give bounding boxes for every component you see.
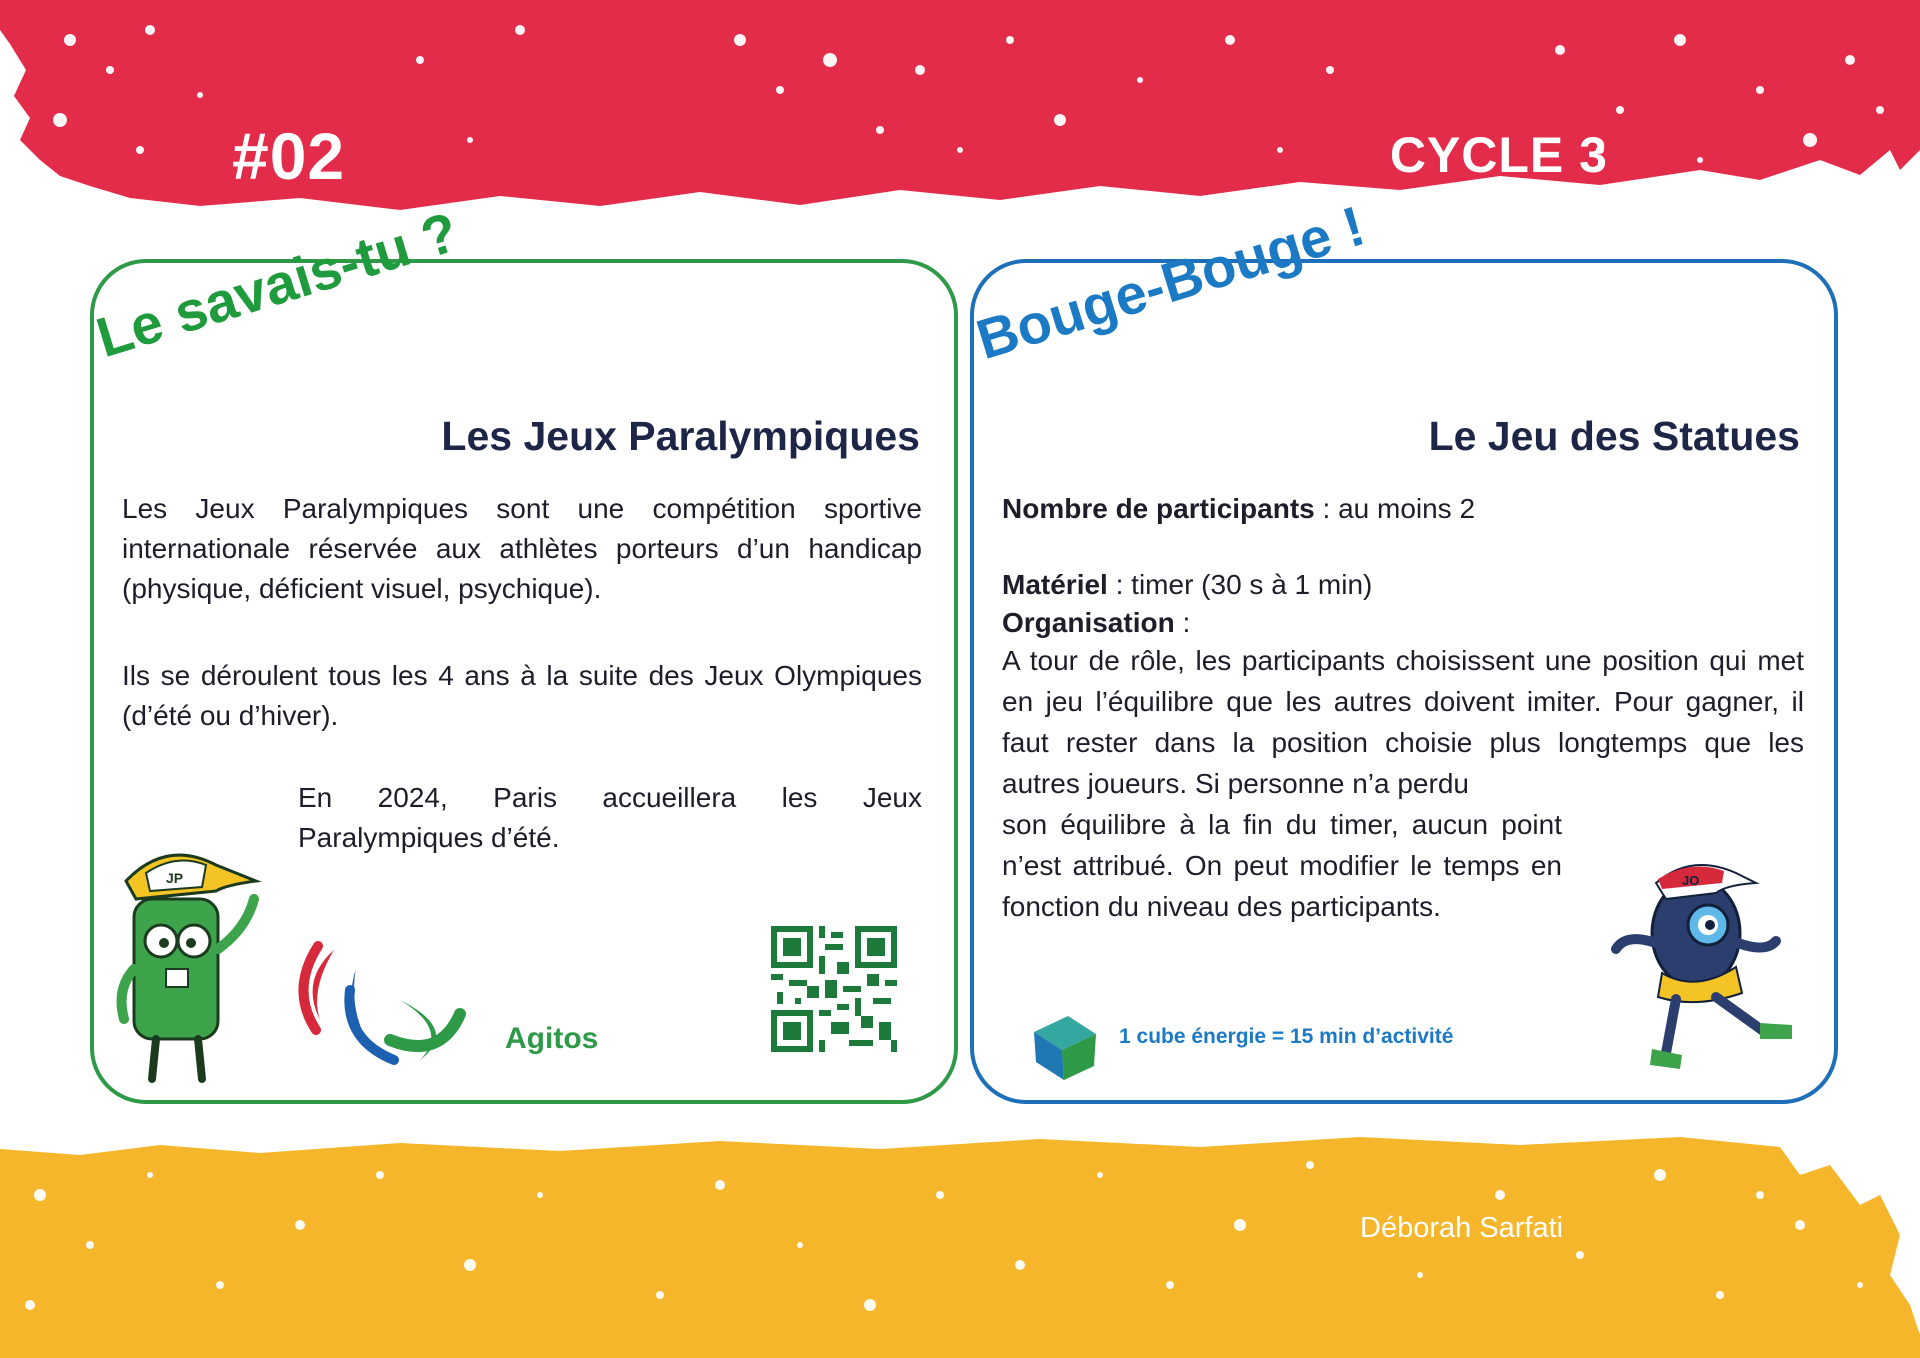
participants-label: Nombre de participants: [1002, 493, 1315, 524]
jp-mascot-icon: [106, 829, 276, 1089]
paralympics-definition: Les Jeux Paralympiques sont une compétition sportive internationale réservée aux athlètes porteurs d’un handicap (physique, déficient visuel, psychique).: [122, 493, 922, 604]
header-band: [0, 0, 1920, 220]
rules-text-part2: son équilibre à la fin du timer, aucun point n’est attribué. On peut modifier le temps en fonction du niveau des participants.: [1002, 809, 1562, 922]
move-stamp: Bouge-Bouge !: [969, 193, 1372, 372]
agitos-logo: [290, 930, 470, 1075]
rules-text-part1: A tour de rôle, les participants choisissent une position qui met en jeu l’équilibre que les autres doivent imiter. Pour gagner, il faut rester dans la position choisie plus longtemps que les autres joueurs. Si personne n’a perdu: [1002, 645, 1804, 799]
organisation-label: Organisation: [1002, 607, 1175, 638]
jp-mascot-illustration: [106, 829, 276, 1094]
author-credit: Déborah Sarfati: [1360, 1212, 1564, 1244]
participants-value: : au moins 2: [1314, 493, 1476, 524]
cube-icon: [1024, 1004, 1104, 1084]
jo-cap-label: JO: [1682, 873, 1700, 888]
material-value: : timer (30 s à 1 min): [1107, 569, 1373, 600]
participants-line: [1002, 489, 1475, 529]
jo-mascot-illustration: [1596, 833, 1816, 1098]
paralympics-title: Les Jeux Paralympiques: [441, 413, 920, 459]
jp-cap-label: JP: [166, 870, 184, 886]
paralympics-frequency: Ils se déroulent tous les 4 ans à la suite des Jeux Olympiques (d’été ou d’hiver).: [122, 660, 922, 731]
energy-cube-icon: [1024, 1004, 1104, 1089]
jo-mascot-icon: [1596, 833, 1816, 1093]
agitos-icon: [290, 930, 470, 1070]
qr-code-icon[interactable]: [771, 926, 897, 1052]
organisation-value: :: [1174, 607, 1191, 638]
sheet-number: #02: [232, 119, 346, 193]
paris-2024-note: En 2024, Paris accueillera les Jeux Paralympiques d’été.: [298, 782, 922, 853]
statues-game-title: Le Jeu des Statues: [1428, 413, 1800, 459]
activity-card: [969, 193, 1838, 1104]
material-label: Matériel: [1002, 569, 1108, 600]
did-you-know-card: [89, 199, 958, 1104]
material-line: [1002, 565, 1372, 605]
footer-band-background: [0, 1135, 1920, 1358]
agitos-label: Agitos: [505, 1022, 599, 1055]
cycle-label: CYCLE 3: [1389, 127, 1608, 183]
footer-band: [0, 1135, 1920, 1358]
energy-note: 1 cube énergie = 15 min d’activité: [1119, 1025, 1454, 1048]
did-you-know-stamp: Le savais-tu ?: [89, 199, 465, 370]
organisation-line: [1002, 603, 1190, 643]
